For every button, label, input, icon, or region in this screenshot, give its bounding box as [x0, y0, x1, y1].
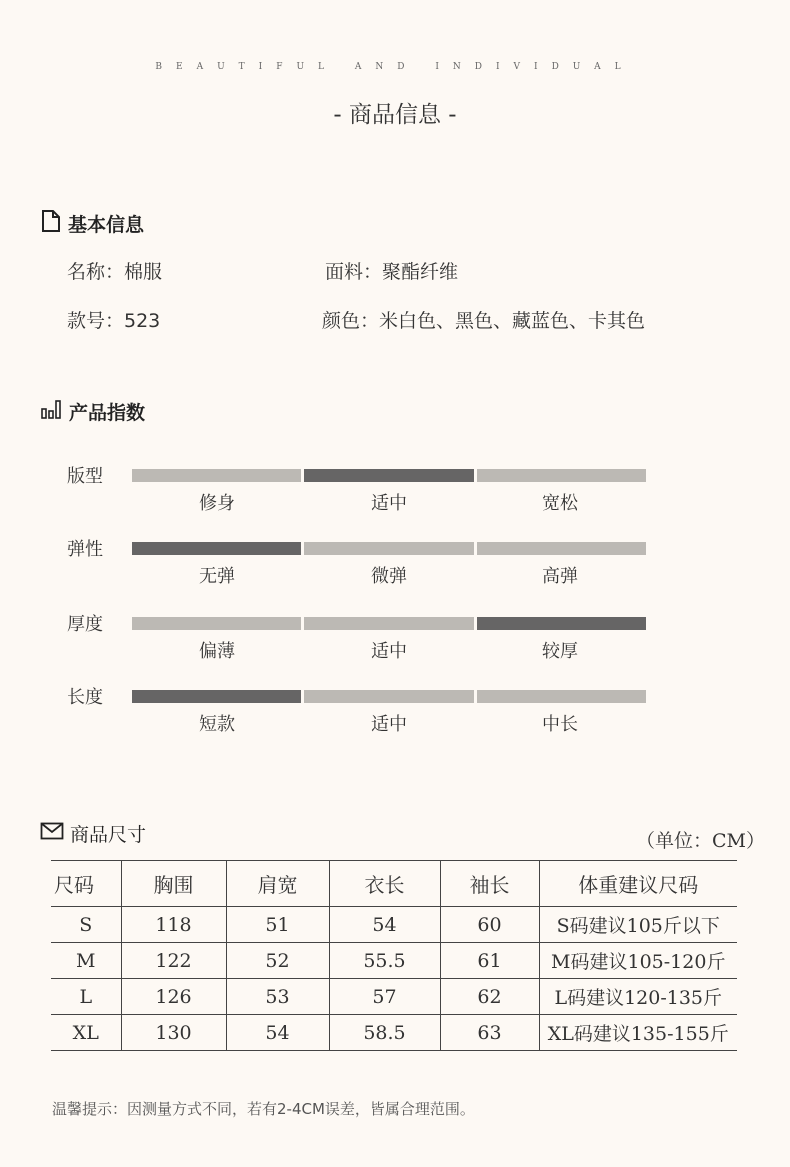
metric-bar-segment	[477, 542, 646, 555]
col-weight-advice: 体重建议尺码	[539, 861, 737, 907]
metric-option-label: 适中	[371, 641, 407, 662]
col-sleeve: 袖长	[440, 861, 539, 907]
cell-shoulder: 52	[226, 943, 329, 979]
cell-shoulder: 54	[226, 1015, 329, 1051]
metric-option-label: 适中	[371, 714, 407, 735]
cell-chest: 118	[121, 907, 226, 943]
basic-info-heading	[40, 209, 144, 238]
metric-option-label: 较厚	[542, 641, 578, 662]
metric-bar-segment	[304, 542, 473, 555]
metric-option-label: 中长	[542, 714, 578, 735]
cell-sleeve: 63	[440, 1015, 539, 1051]
bar-chart-icon	[41, 399, 63, 424]
cell-shoulder: 53	[226, 979, 329, 1015]
cell-length: 57	[329, 979, 440, 1015]
metric-bar-segment	[477, 617, 646, 630]
size-table-header	[51, 861, 737, 907]
col-length: 衣长	[329, 861, 440, 907]
metric-bar-segment	[132, 469, 301, 482]
cell-chest: 126	[121, 979, 226, 1015]
metric-option-label: 宽松	[542, 493, 578, 514]
metric-bar-segment	[304, 469, 473, 482]
metric-option-label: 偏薄	[199, 641, 235, 662]
document-icon	[40, 209, 62, 238]
cell-weight-advice: S码建议105斤以下	[539, 907, 737, 943]
cell-size: XL	[51, 1015, 121, 1051]
basic-info-title: 基本信息	[68, 214, 145, 236]
measurement-note: 温馨提示：因测量方式不同，若有2-4CM误差，皆属合理范围。	[52, 1100, 475, 1118]
unit-label: （单位：CM）	[636, 830, 765, 852]
col-shoulder: 肩宽	[226, 861, 329, 907]
cell-weight-advice: L码建议120-135斤	[539, 979, 737, 1015]
metric-option-label: 短款	[199, 714, 235, 735]
metric-bar	[132, 690, 646, 703]
metric-bar-segment	[132, 542, 301, 555]
product-name: 名称：棉服	[67, 261, 163, 283]
size-chart-heading	[40, 820, 146, 847]
cell-sleeve: 60	[440, 907, 539, 943]
cell-weight-advice: XL码建议135-155斤	[539, 1015, 737, 1051]
col-size: 尺码	[51, 861, 121, 907]
cell-sleeve: 61	[440, 943, 539, 979]
envelope-icon	[40, 822, 64, 845]
tagline: BEAUTIFUL AND INDIVIDUAL	[155, 62, 635, 72]
cell-size: S	[51, 907, 121, 943]
col-chest: 胸围	[121, 861, 226, 907]
metric-bar-segment	[132, 617, 301, 630]
metric-bar-segment	[477, 690, 646, 703]
cell-shoulder: 51	[226, 907, 329, 943]
metric-label: 厚度	[67, 614, 103, 635]
metric-label: 版型	[67, 466, 103, 487]
metric-bar	[132, 617, 646, 630]
metric-bar	[132, 469, 646, 482]
size-chart-title: 商品尺寸	[70, 824, 147, 846]
product-colors: 颜色：米白色、黑色、藏蓝色、卡其色	[322, 310, 646, 332]
metric-option-label: 高弹	[542, 566, 578, 587]
cell-sleeve: 62	[440, 979, 539, 1015]
metric-option-label: 微弹	[371, 566, 407, 587]
metric-bar-segment	[477, 469, 646, 482]
size-table	[51, 860, 737, 1051]
metric-option-label: 适中	[371, 493, 407, 514]
table-row	[51, 1015, 737, 1051]
cell-size: L	[51, 979, 121, 1015]
metric-bar-segment	[304, 690, 473, 703]
metric-bar-segment	[132, 690, 301, 703]
table-row	[51, 907, 737, 943]
cell-chest: 130	[121, 1015, 226, 1051]
cell-length: 58.5	[329, 1015, 440, 1051]
metric-label: 弹性	[67, 539, 103, 560]
cell-length: 55.5	[329, 943, 440, 979]
page-title: - 商品信息 -	[333, 102, 457, 128]
table-row	[51, 943, 737, 979]
cell-length: 54	[329, 907, 440, 943]
metric-option-label: 修身	[199, 493, 235, 514]
product-material: 面料：聚酯纤维	[325, 261, 459, 283]
product-index-title: 产品指数	[69, 402, 146, 424]
product-index-heading	[41, 398, 145, 425]
cell-weight-advice: M码建议105-120斤	[539, 943, 737, 979]
cell-size: M	[51, 943, 121, 979]
metric-option-label: 无弹	[199, 566, 235, 587]
product-style-no: 款号：523	[67, 310, 161, 332]
metric-bar-segment	[304, 617, 473, 630]
table-row	[51, 979, 737, 1015]
metric-label: 长度	[67, 687, 103, 708]
cell-chest: 122	[121, 943, 226, 979]
metric-bar	[132, 542, 646, 555]
